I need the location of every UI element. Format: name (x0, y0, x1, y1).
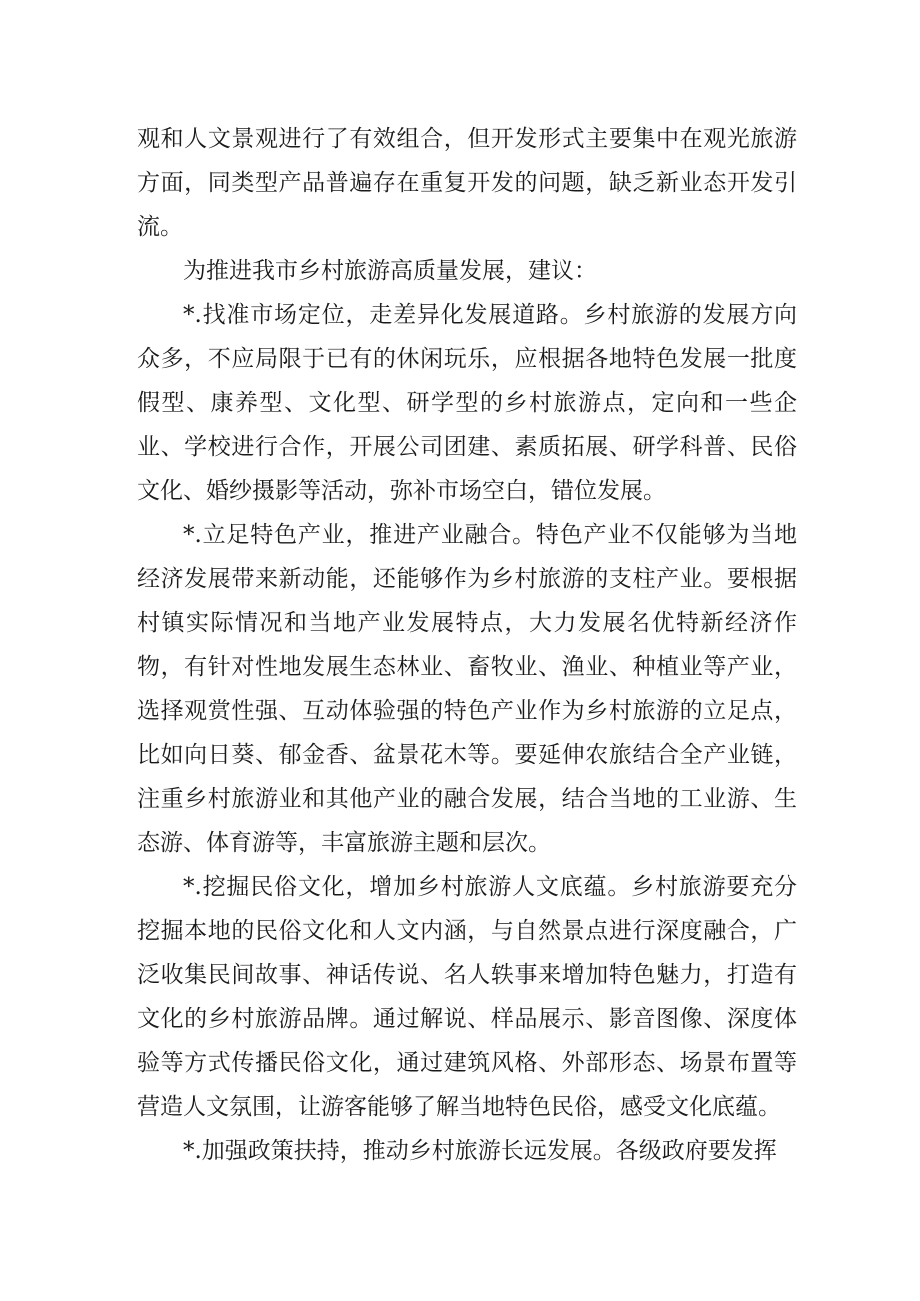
document-body (137, 117, 797, 1173)
paragraph-suggestion-policy: *.加强政策扶持，推动乡村旅游长远发展。各级政府要发挥 (183, 1138, 777, 1164)
paragraph-suggestion-market: *.找准市场定位，走差异化发展道路。乡村旅游的发展方向众多，不应局限于已有的休闲玩乐，应根据各地特色发展一批度假型、康养型、文化型、研学型的乡村旅游点，定向和一些企业、学校进行合作，开展公司团建、素质拓展、研学科普、民俗文化、婚纱摄影等活动，弥补市场空白，错位发展。 (137, 302, 797, 504)
paragraph-suggestion-culture: *.挖掘民俗文化，增加乡村旅游人文底蕴。乡村旅游要充分挖掘本地的民俗文化和人文内涵，与自然景点进行深度融合，广泛收集民间故事、神话传说、名人轶事来增加特色魅力，打造有文化的乡村旅游品牌。通过解说、样品展示、影音图像、深度体验等方式传播民俗文化，通过建筑风格、外部形态、场景布置等营造人文氛围，让游客能够了解当地特色民俗，感受文化底蕴。 (137, 874, 797, 1120)
paragraph-continuation: 观和人文景观进行了有效组合，但开发形式主要集中在观光旅游方面，同类型产品普遍存在重复开发的问题，缺乏新业态开发引流。 (137, 126, 797, 240)
paragraph-suggestion-industry: *.立足特色产业，推进产业融合。特色产业不仅能够为当地经济发展带来新动能，还能够作为乡村旅游的支柱产业。要根据村镇实际情况和当地产业发展特点，大力发展名优特新经济作物，有针对性地发展生态林业、畜牧业、渔业、种植业等产业，选择观赏性强、互动体验强的特色产业作为乡村旅游的立足点，比如向日葵、郁金香、盆景花木等。要延伸农旅结合全产业链，注重乡村旅游业和其他产业的融合发展，结合当地的工业游、生态游、体育游等，丰富旅游主题和层次。 (137, 522, 797, 856)
paragraph-intro: 为推进我市乡村旅游高质量发展，建议： (183, 258, 597, 284)
